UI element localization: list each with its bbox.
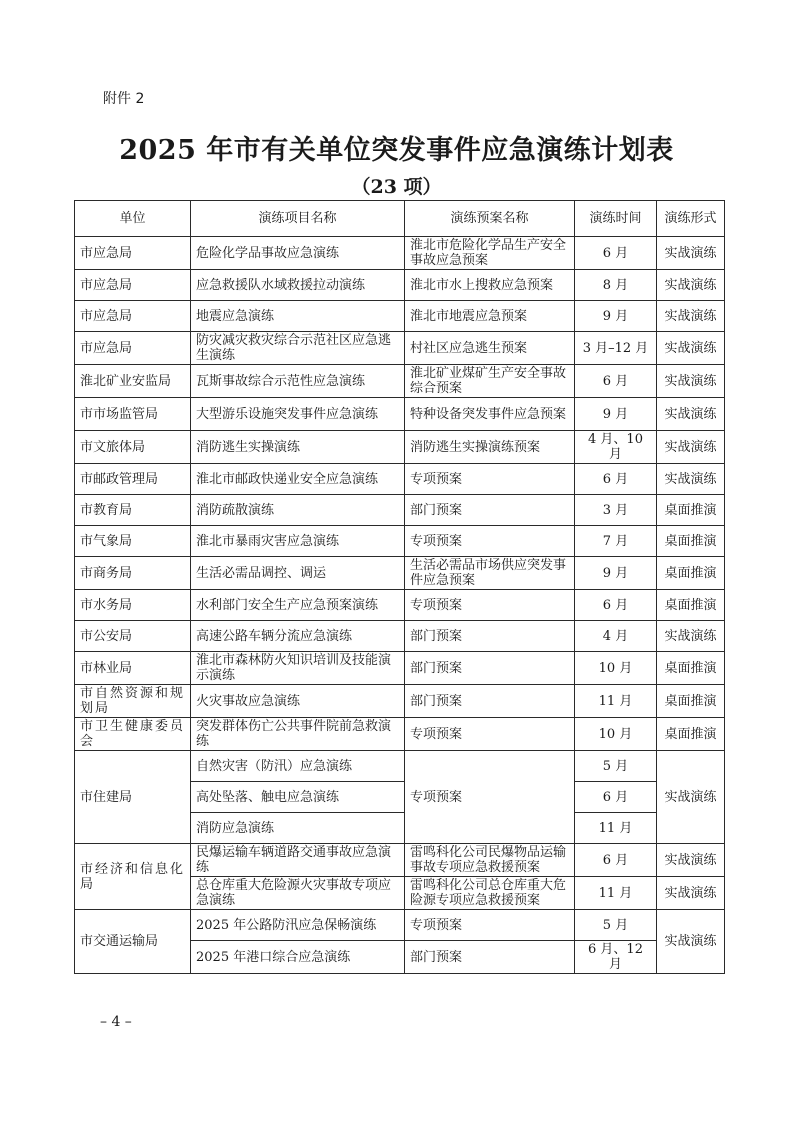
cell-time: 3 月 xyxy=(575,495,657,526)
cell-form: 实战演练 xyxy=(657,844,725,877)
cell-form: 实战演练 xyxy=(657,751,725,844)
page-title: 2025 年市有关单位突发事件应急演练计划表 xyxy=(119,135,674,166)
cell-time: 5 月 xyxy=(575,910,657,941)
cell-time: 6 月 xyxy=(575,844,657,877)
cell-plan: 淮北市地震应急预案 xyxy=(405,301,575,332)
cell-form: 实战演练 xyxy=(657,270,725,301)
cell-project: 大型游乐设施突发事件应急演练 xyxy=(191,398,405,431)
cell-unit: 市邮政管理局 xyxy=(75,464,191,495)
table-row xyxy=(75,332,725,365)
cell-form: 桌面推演 xyxy=(657,685,725,718)
table-row xyxy=(75,910,725,941)
cell-project: 淮北市森林防火知识培训及技能演示演练 xyxy=(191,652,405,685)
cell-time: 6 月 xyxy=(575,782,657,813)
cell-unit: 市教育局 xyxy=(75,495,191,526)
cell-unit: 淮北矿业安监局 xyxy=(75,365,191,398)
cell-form: 桌面推演 xyxy=(657,652,725,685)
table-row xyxy=(75,270,725,301)
cell-time: 6 月、12 月 xyxy=(575,941,657,974)
cell-unit: 市自然资源和规划局 xyxy=(75,685,191,718)
table-row xyxy=(75,844,725,877)
cell-plan: 部门预案 xyxy=(405,652,575,685)
cell-project: 消防应急演练 xyxy=(191,813,405,844)
cell-unit: 市应急局 xyxy=(75,237,191,270)
cell-project: 高速公路车辆分流应急演练 xyxy=(191,621,405,652)
cell-project: 水利部门安全生产应急预案演练 xyxy=(191,590,405,621)
cell-form: 实战演练 xyxy=(657,301,725,332)
table-row xyxy=(75,464,725,495)
cell-plan: 专项预案 xyxy=(405,751,575,844)
cell-plan: 雷鸣科化公司总仓库重大危险源专项应急救援预案 xyxy=(405,877,575,910)
cell-unit: 市应急局 xyxy=(75,301,191,332)
cell-form: 桌面推演 xyxy=(657,718,725,751)
cell-unit: 市公安局 xyxy=(75,621,191,652)
cell-form: 桌面推演 xyxy=(657,495,725,526)
cell-project: 地震应急演练 xyxy=(191,301,405,332)
table-row xyxy=(75,398,725,431)
cell-project: 淮北市邮政快递业安全应急演练 xyxy=(191,464,405,495)
cell-time: 3 月–12 月 xyxy=(575,332,657,365)
cell-project: 淮北市暴雨灾害应急演练 xyxy=(191,526,405,557)
cell-plan: 专项预案 xyxy=(405,526,575,557)
cell-plan: 生活必需品市场供应突发事件应急预案 xyxy=(405,557,575,590)
cell-time: 10 月 xyxy=(575,718,657,751)
header-project: 演练项目名称 xyxy=(191,201,405,237)
cell-unit: 市住建局 xyxy=(75,751,191,844)
cell-plan: 淮北矿业煤矿生产安全事故综合预案 xyxy=(405,365,575,398)
cell-unit: 市气象局 xyxy=(75,526,191,557)
header-plan: 演练预案名称 xyxy=(405,201,575,237)
cell-plan: 淮北市危险化学品生产安全事故应急预案 xyxy=(405,237,575,270)
cell-time: 4 月 xyxy=(575,621,657,652)
cell-project: 消防逃生实操演练 xyxy=(191,431,405,464)
cell-time: 11 月 xyxy=(575,685,657,718)
cell-project: 2025 年公路防汛应急保畅演练 xyxy=(191,910,405,941)
cell-unit: 市卫生健康委员会 xyxy=(75,718,191,751)
page-number: – 4 – xyxy=(100,1014,132,1030)
cell-project: 危险化学品事故应急演练 xyxy=(191,237,405,270)
cell-time: 11 月 xyxy=(575,877,657,910)
cell-unit: 市经济和信息化局 xyxy=(75,844,191,910)
cell-plan: 雷鸣科化公司民爆物品运输事故专项应急救援预案 xyxy=(405,844,575,877)
cell-form: 实战演练 xyxy=(657,332,725,365)
table-row xyxy=(75,301,725,332)
cell-form: 实战演练 xyxy=(657,910,725,974)
page-subtitle: （23 项） xyxy=(351,176,442,198)
cell-project: 自然灾害（防汛）应急演练 xyxy=(191,751,405,782)
cell-unit: 市文旅体局 xyxy=(75,431,191,464)
cell-time: 7 月 xyxy=(575,526,657,557)
header-time: 演练时间 xyxy=(575,201,657,237)
cell-unit: 市交通运输局 xyxy=(75,910,191,974)
cell-time: 10 月 xyxy=(575,652,657,685)
cell-project: 生活必需品调控、调运 xyxy=(191,557,405,590)
cell-unit: 市水务局 xyxy=(75,590,191,621)
table-header-row xyxy=(75,201,725,237)
cell-project: 突发群体伤亡公共事件院前急救演练 xyxy=(191,718,405,751)
table-row xyxy=(75,751,725,782)
cell-project: 瓦斯事故综合示范性应急演练 xyxy=(191,365,405,398)
cell-project: 总仓库重大危险源火灾事故专项应急演练 xyxy=(191,877,405,910)
cell-form: 桌面推演 xyxy=(657,526,725,557)
cell-plan: 淮北市水上搜救应急预案 xyxy=(405,270,575,301)
cell-time: 6 月 xyxy=(575,590,657,621)
cell-time: 8 月 xyxy=(575,270,657,301)
cell-plan: 村社区应急逃生预案 xyxy=(405,332,575,365)
drill-plan-table xyxy=(74,200,725,974)
cell-form: 实战演练 xyxy=(657,398,725,431)
cell-project: 2025 年港口综合应急演练 xyxy=(191,941,405,974)
cell-plan: 专项预案 xyxy=(405,718,575,751)
cell-unit: 市市场监管局 xyxy=(75,398,191,431)
cell-time: 6 月 xyxy=(575,365,657,398)
cell-unit: 市应急局 xyxy=(75,332,191,365)
cell-plan: 部门预案 xyxy=(405,621,575,652)
cell-form: 实战演练 xyxy=(657,365,725,398)
cell-unit: 市应急局 xyxy=(75,270,191,301)
cell-plan: 部门预案 xyxy=(405,495,575,526)
cell-time: 11 月 xyxy=(575,813,657,844)
cell-form: 桌面推演 xyxy=(657,557,725,590)
cell-form: 实战演练 xyxy=(657,431,725,464)
header-form: 演练形式 xyxy=(657,201,725,237)
cell-form: 实战演练 xyxy=(657,877,725,910)
cell-time: 9 月 xyxy=(575,398,657,431)
table-row xyxy=(75,685,725,718)
cell-form: 实战演练 xyxy=(657,237,725,270)
header-unit: 单位 xyxy=(75,201,191,237)
cell-form: 实战演练 xyxy=(657,464,725,495)
table-row xyxy=(75,365,725,398)
table-row xyxy=(75,718,725,751)
cell-plan: 专项预案 xyxy=(405,910,575,941)
cell-form: 实战演练 xyxy=(657,621,725,652)
cell-project: 应急救援队水域救援拉动演练 xyxy=(191,270,405,301)
table-row xyxy=(75,557,725,590)
cell-plan: 消防逃生实操演练预案 xyxy=(405,431,575,464)
table-row xyxy=(75,621,725,652)
cell-plan: 特种设备突发事件应急预案 xyxy=(405,398,575,431)
table-row xyxy=(75,495,725,526)
cell-time: 5 月 xyxy=(575,751,657,782)
table-row xyxy=(75,590,725,621)
cell-project: 防灾减灾救灾综合示范社区应急逃生演练 xyxy=(191,332,405,365)
cell-plan: 专项预案 xyxy=(405,464,575,495)
table-row xyxy=(75,237,725,270)
table-row xyxy=(75,431,725,464)
table-row xyxy=(75,526,725,557)
cell-time: 4 月、10 月 xyxy=(575,431,657,464)
cell-plan: 部门预案 xyxy=(405,685,575,718)
attachment-label: 附件 2 xyxy=(103,91,145,107)
cell-time: 6 月 xyxy=(575,237,657,270)
cell-project: 高处坠落、触电应急演练 xyxy=(191,782,405,813)
cell-unit: 市林业局 xyxy=(75,652,191,685)
cell-unit: 市商务局 xyxy=(75,557,191,590)
cell-time: 9 月 xyxy=(575,557,657,590)
cell-time: 9 月 xyxy=(575,301,657,332)
cell-project: 火灾事故应急演练 xyxy=(191,685,405,718)
cell-plan: 部门预案 xyxy=(405,941,575,974)
cell-form: 桌面推演 xyxy=(657,590,725,621)
cell-plan: 专项预案 xyxy=(405,590,575,621)
cell-project: 消防疏散演练 xyxy=(191,495,405,526)
cell-project: 民爆运输车辆道路交通事故应急演练 xyxy=(191,844,405,877)
cell-time: 6 月 xyxy=(575,464,657,495)
table-row xyxy=(75,652,725,685)
